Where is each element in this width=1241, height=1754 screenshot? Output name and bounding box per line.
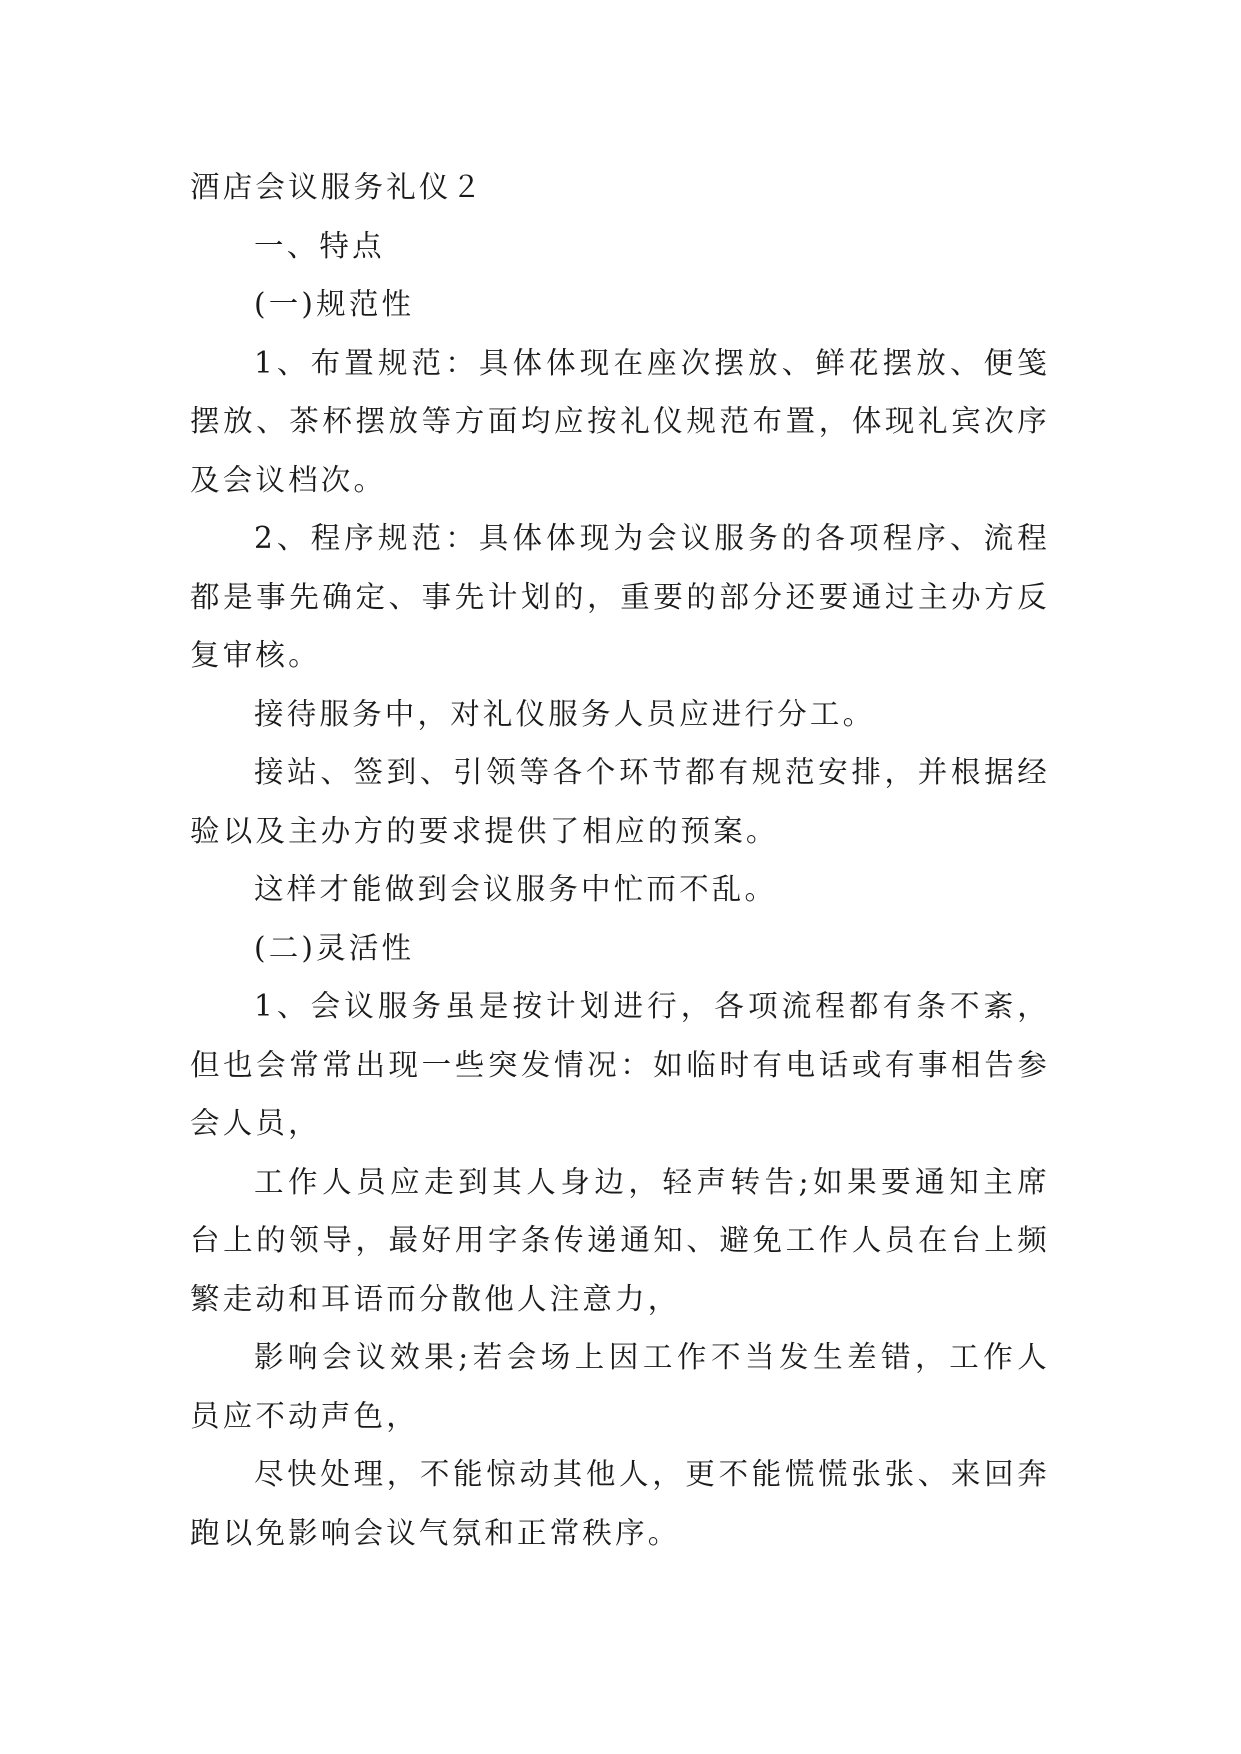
- section-heading-features: 一、特点: [254, 228, 385, 263]
- paragraph-discreet-notification: 工作人员应走到其人身边，轻声转告;如果要通知主席台上的领导，最好用字条传递通知、避免工作人员在台上频繁走动和耳语而分散他人注意力，: [190, 1164, 1050, 1316]
- paragraph-orderly-service: 这样才能做到会议服务中忙而不乱。: [254, 872, 778, 906]
- paragraph-layout-standard: 1、布置规范：具体体现在座次摆放、鲜花摆放、便笺摆放、茶杯摆放等方面均应按礼仪规范布置，体现礼宾次序及会议档次。: [190, 345, 1050, 497]
- document-page: [190, 158, 1050, 1562]
- paragraph-quick-handling: 尽快处理，不能惊动其他人，更不能慌慌张张、来回奔跑以免影响会议气氛和正常秩序。: [190, 1457, 1050, 1550]
- paragraph-procedure-standard: 2、程序规范：具体体现为会议服务的各项程序、流程都是事先确定、事先计划的，重要的部分还要通过主办方反复审核。: [190, 521, 1050, 672]
- document-title: 酒店会议服务礼仪２: [190, 170, 485, 204]
- paragraph-unexpected-situations: 1、会议服务虽是按计划进行，各项流程都有条不紊，但也会常常出现一些突发情况：如临时有电话或有事相告参会人员，: [190, 989, 1050, 1140]
- paragraph-handling-errors: 影响会议效果;若会场上因工作不当发生差错，工作人员应不动声色，: [190, 1340, 1050, 1433]
- subsection-heading-flexibility: (二)灵活性: [254, 930, 415, 965]
- paragraph-reception-arrangements: 接站、签到、引领等各个环节都有规范安排，并根据经验以及主办方的要求提供了相应的预案。: [190, 755, 1050, 848]
- paragraph-reception-division: 接待服务中，对礼仪服务人员应进行分工。: [254, 696, 876, 731]
- subsection-heading-standardization: (一)规范性: [254, 287, 415, 321]
